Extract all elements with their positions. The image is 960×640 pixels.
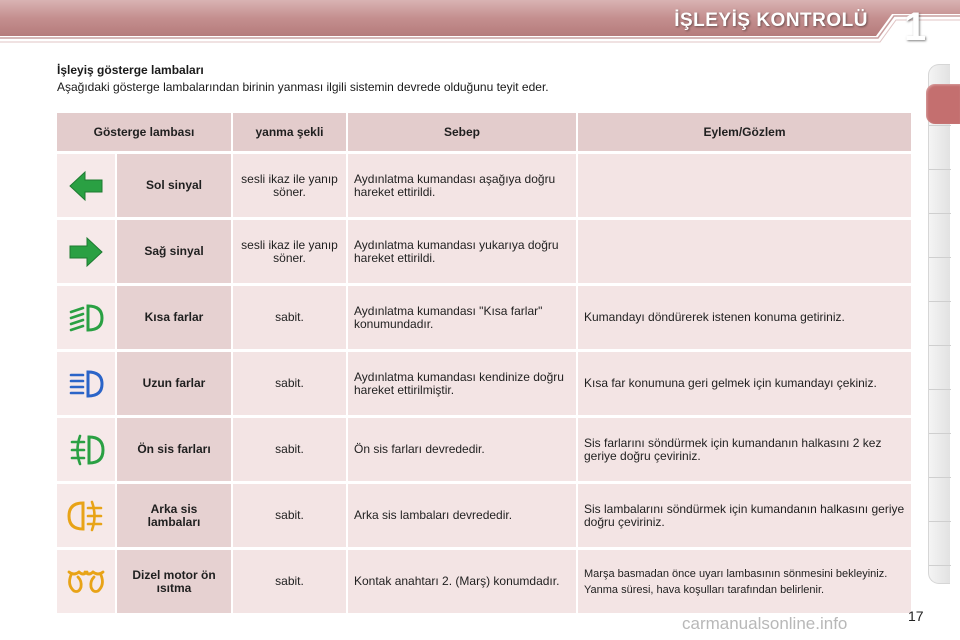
lamp-mode: sabit. <box>233 418 346 481</box>
table-row-icon <box>57 418 115 481</box>
lamp-reason: Aydınlatma kumandası aşağıya doğru hareket ettirildi. <box>348 154 576 217</box>
lamp-name: Sağ sinyal <box>117 220 231 283</box>
lamp-mode: sesli ikaz ile yanıp söner. <box>233 220 346 283</box>
chapter-tab-strip <box>928 64 950 584</box>
lamp-name: Ön sis farları <box>117 418 231 481</box>
table-row-icon <box>57 550 115 613</box>
lamp-action-note: Yanma süresi, hava koşulları tarafından belirlenir. <box>584 583 825 596</box>
watermark: carmanualsonline.info <box>682 614 848 633</box>
lamp-name: Dizel motor ön ısıtma <box>117 550 231 613</box>
table-row-icon <box>57 220 115 283</box>
lamp-reason: Arka sis lambaları devrededir. <box>348 484 576 547</box>
lamp-reason: Kontak anahtarı 2. (Marş) konumdadır. <box>348 550 576 613</box>
lamp-action <box>578 550 911 613</box>
lamp-mode: sabit. <box>233 352 346 415</box>
right-arrow-icon <box>69 235 103 269</box>
chapter-number-badge: 1 <box>903 4 927 49</box>
tab-divider <box>929 565 951 566</box>
page-header-title: İŞLEYİŞ KONTROLÜ <box>674 10 868 31</box>
lamp-reason: Aydınlatma kumandası yukarıya doğru hareket ettirildi. <box>348 220 576 283</box>
lamp-reason: Ön sis farları devrededir. <box>348 418 576 481</box>
lamp-name: Sol sinyal <box>117 154 231 217</box>
tab-divider <box>929 433 951 434</box>
column-header-lamp: Gösterge lambası <box>57 113 231 151</box>
low-beam-icon <box>66 302 106 334</box>
lamp-action <box>578 154 911 217</box>
table-row-icon <box>57 154 115 217</box>
lamp-action: Kısa far konumuna geri gelmek için kumandayı çekiniz. <box>578 352 911 415</box>
indicator-lamps-table <box>57 113 903 613</box>
front-fog-icon <box>65 433 107 467</box>
tab-divider <box>929 301 951 302</box>
tab-divider <box>929 169 951 170</box>
lamp-mode: sesli ikaz ile yanıp söner. <box>233 154 346 217</box>
tab-divider <box>929 257 951 258</box>
page-number: 17 <box>908 608 924 624</box>
high-beam-icon <box>66 368 106 400</box>
rear-fog-icon <box>65 499 107 533</box>
lamp-name: Arka sis lambaları <box>117 484 231 547</box>
tab-divider <box>929 477 951 478</box>
tab-divider <box>929 389 951 390</box>
lamp-action-text: Marşa basmadan önce uyarı lambasının sönmesini bekleyiniz. <box>584 567 888 580</box>
lamp-mode: sabit. <box>233 484 346 547</box>
left-arrow-icon <box>69 169 103 203</box>
table-row-icon <box>57 352 115 415</box>
lamp-action <box>578 220 911 283</box>
tab-divider <box>929 345 951 346</box>
lamp-mode: sabit. <box>233 550 346 613</box>
tab-divider <box>929 521 951 522</box>
tab-divider <box>929 125 951 126</box>
lamp-reason: Aydınlatma kumandası kendinize doğru hareket ettirilmiştir. <box>348 352 576 415</box>
lamp-action: Kumandayı döndürerek istenen konuma getiriniz. <box>578 286 911 349</box>
table-row-icon <box>57 286 115 349</box>
column-header-mode: yanma şekli <box>233 113 346 151</box>
lamp-action: Sis farlarını söndürmek için kumandanın halkasını 2 kez geriye doğru çeviriniz. <box>578 418 911 481</box>
glow-plug-icon <box>65 567 107 597</box>
lamp-mode: sabit. <box>233 286 346 349</box>
column-header-action: Eylem/Gözlem <box>578 113 911 151</box>
section-title: İşleyiş gösterge lambaları <box>57 63 204 77</box>
section-description: Aşağıdaki gösterge lambalarından birinin yanması ilgili sistemin devrede olduğunu teyit eder. <box>57 80 549 94</box>
table-row-icon <box>57 484 115 547</box>
lamp-action: Sis lambalarını söndürmek için kumandanın halkasını geriye doğru çeviriniz. <box>578 484 911 547</box>
lamp-name: Uzun farlar <box>117 352 231 415</box>
lamp-reason: Aydınlatma kumandası "Kısa farlar" konumundadır. <box>348 286 576 349</box>
active-chapter-tab[interactable] <box>926 84 960 124</box>
lamp-name: Kısa farlar <box>117 286 231 349</box>
column-header-reason: Sebep <box>348 113 576 151</box>
tab-divider <box>929 213 951 214</box>
